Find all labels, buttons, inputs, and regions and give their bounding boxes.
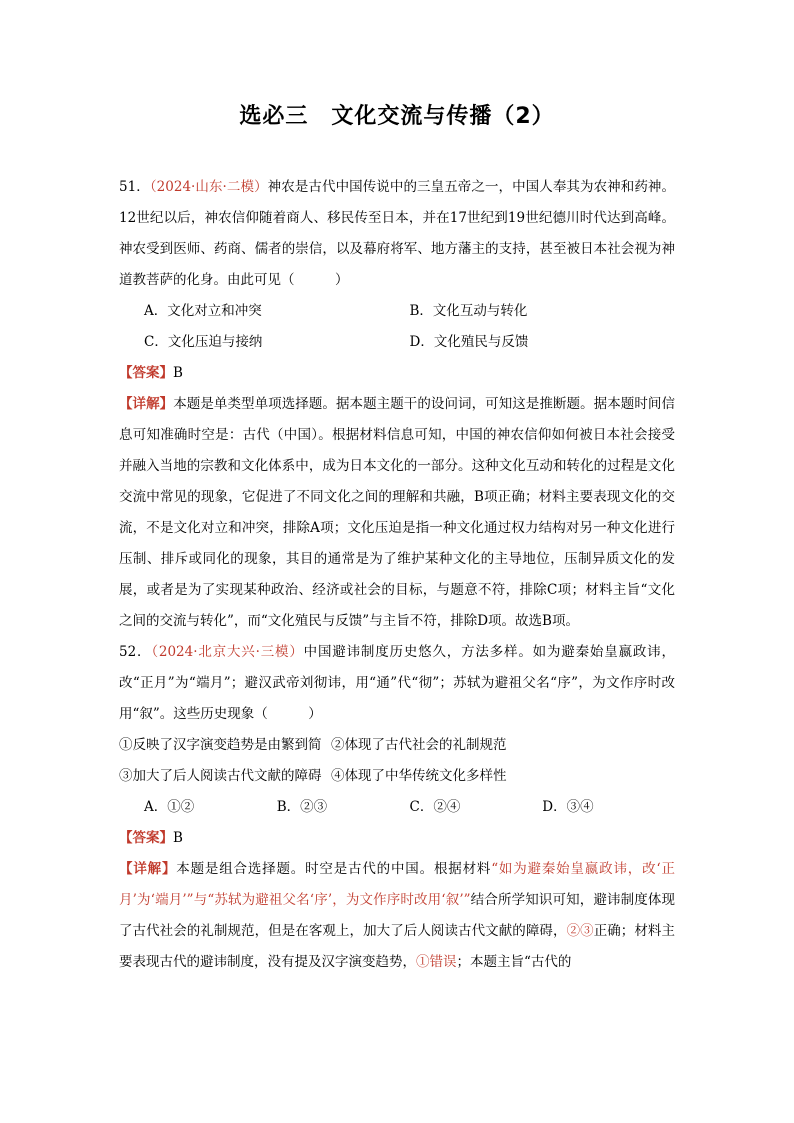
- question-52-stem: [119, 637, 675, 730]
- explain-label: 【详解】: [119, 861, 177, 877]
- answer-value: B: [173, 365, 183, 381]
- question-52-statements-row-2: [119, 761, 675, 792]
- explain-text-2: 与: [193, 892, 208, 908]
- question-51-answer: [119, 358, 675, 389]
- question-51-option-d: D．文化殖民与反馈: [409, 334, 529, 350]
- answer-label: 【答案】: [119, 365, 173, 381]
- question-52-text: 中国避讳制度历史悠久，方法多样。如为避秦始皇嬴政讳，改“正月”为“端月”；避汉武帝刘彻讳，用“通”代“彻”；苏轼为避祖父名“序”，为文作序时改用“叙”。这些历史现象（ ）: [119, 644, 675, 722]
- question-51-text: 神农是古代中国传说中的三皇五帝之一，中国人奉其为农神和药神。12世纪以后，神农信仰随着商人、移民传至日本，并在17世纪到19世纪德川时代达到高峰。神农受到医师、药商、儒者的崇信，以及幕府将军、地方藩主的支持，甚至被日本社会视为神道教菩萨的化身。由此可见（ ）: [119, 179, 675, 288]
- explain-quote-4: ①错误: [416, 954, 457, 970]
- question-51-options-row-1: [119, 296, 675, 327]
- explain-quote-2: “苏轼为避祖父名‘序’，为文作序时改用‘叙’”: [207, 892, 471, 908]
- content-body: [119, 172, 675, 978]
- question-52-statement-4: ④体现了中华传统文化多样性: [331, 768, 507, 784]
- question-51-option-a: A．文化对立和冲突: [144, 303, 262, 319]
- question-51-source: （2024·山东·二模）: [149, 179, 268, 195]
- question-52-option-c: C．②④: [409, 799, 461, 815]
- explain-text-5: ；本题主旨“古代的: [456, 954, 572, 970]
- explain-text: 本题是单类型单项选择题。据本题主题干的设问词，可知这是推断题。据本题时间信息可知准确时空是：古代（中国）。根据材料信息可知，中国的神农信仰如何被日本社会接受并融入当地的宗教和文化体系中，成为日本文化的一部分。这种文化互动和转化的过程是文化交流中常见的现象，它促进了不同文化之间的理解和共融，B项正确；材料主要表现文化的交流，不是文化对立和冲突，排除A项；文化压迫是指一种文化通过权力结构对另一种文化进行压制、排斥或同化的现象，其目的通常是为了维护某种文化的主导地位，压制异质文化的发展，或者是为了实现某种政治、经济或社会的目标，与题意不符，排除C项；材料主旨“文化之间的交流与转化”，而“文化殖民与反馈”与主旨不符，排除D项。故选B项。: [119, 396, 675, 629]
- answer-label: 【答案】: [119, 830, 173, 846]
- explain-quote-1: “如为避秦始皇嬴政讳，改‘正月’为‘端月’”: [119, 861, 675, 908]
- answer-value: B: [173, 830, 183, 846]
- question-51-stem: [119, 172, 675, 296]
- question-52-statement-3: ③加大了后人阅读古代文献的障碍: [119, 768, 322, 784]
- question-52-source: （2024·北京大兴·三模）: [151, 644, 304, 660]
- question-51-options-row-2: [119, 327, 675, 358]
- explain-text-4: 正确；材料主要表现古代的避讳制度，没有提及汉字演变趋势，: [119, 923, 675, 970]
- page-title: 选必三 文化交流与传播（2）: [239, 104, 555, 129]
- question-51-option-b: B．文化互动与转化: [409, 303, 528, 319]
- question-52-options: [119, 792, 675, 823]
- question-52-explanation: [119, 854, 675, 978]
- question-51-option-c: C．文化压迫与接纳: [144, 334, 263, 350]
- explain-text-1: 本题是组合选择题。时空是古代的中国。根据材料: [176, 861, 492, 877]
- question-52-statement-1: ①反映了汉字演变趋势是由繁到简: [119, 737, 322, 753]
- question-51-explanation: [119, 389, 675, 637]
- question-52-option-a: A．①②: [144, 799, 195, 815]
- question-51-number: 51．: [119, 179, 150, 195]
- question-52-option-d: D．③④: [542, 799, 594, 815]
- explain-text-3: 结合所学知识可知，避讳制度体现了古代社会的礼制规范，但是在客观上，加大了后人阅读古代文献的障碍，: [119, 892, 676, 939]
- question-52-option-b: B．②③: [276, 799, 328, 815]
- explain-quote-3: ②③: [566, 923, 594, 939]
- question-52-number: 52．: [119, 644, 152, 660]
- question-52-statement-2: ②体现了古代社会的礼制规范: [331, 737, 507, 753]
- question-52-answer: [119, 823, 675, 854]
- explain-label: 【详解】: [119, 396, 174, 412]
- question-52-statements-row-1: [119, 730, 675, 761]
